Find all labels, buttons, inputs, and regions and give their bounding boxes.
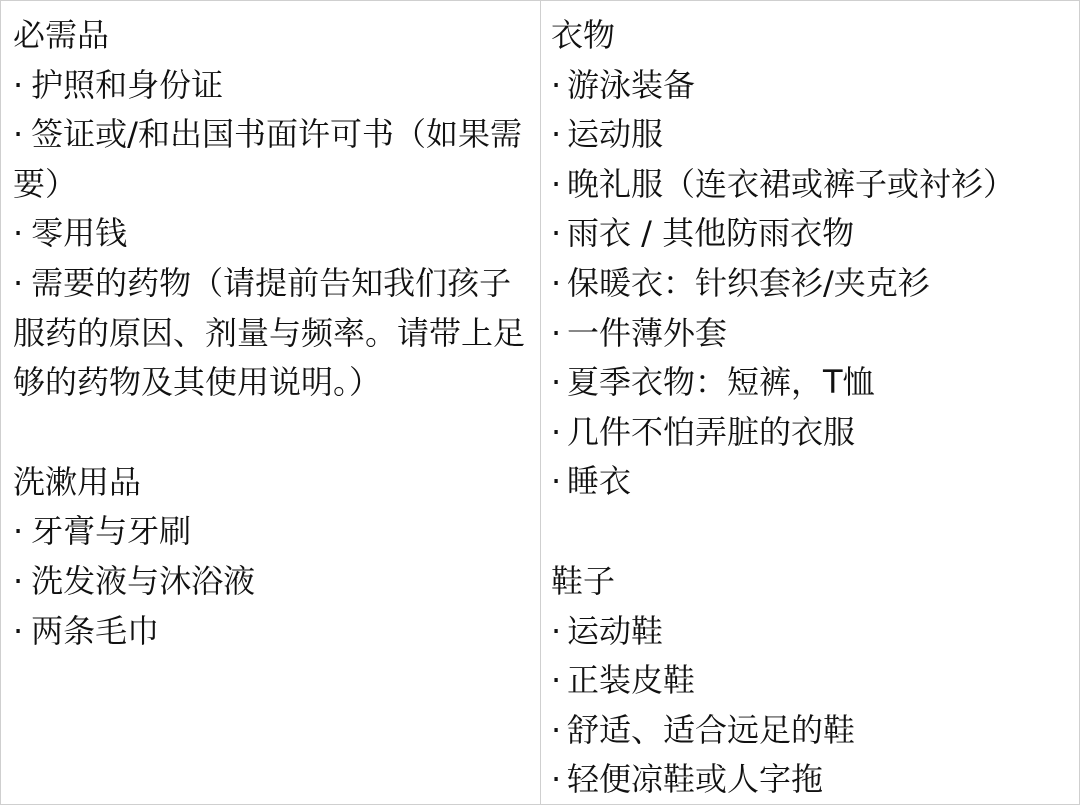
clothing-item	[551, 110, 1067, 160]
clothing-section	[551, 11, 1067, 507]
clothing-item	[551, 259, 1067, 309]
bullet-icon: ·	[551, 661, 562, 700]
clothing-item	[551, 160, 1067, 210]
clothing-item	[551, 358, 1067, 408]
essentials-item	[13, 209, 526, 259]
item-text: 两条毛巾	[31, 611, 160, 650]
bullet-icon: ·	[551, 710, 562, 749]
bullet-icon: ·	[551, 115, 562, 154]
shoes-item	[551, 755, 1067, 804]
toiletries-section	[13, 458, 526, 656]
bullet-icon: ·	[551, 363, 562, 402]
essentials-heading: 必需品	[13, 16, 110, 54]
bullet-icon: ·	[551, 760, 562, 799]
shoes-item	[551, 656, 1067, 706]
bullet-icon: ·	[13, 561, 24, 600]
clothing-heading: 衣物	[551, 16, 616, 54]
item-text: 轻便凉鞋或人字拖	[567, 760, 824, 799]
clothing-item	[551, 61, 1067, 111]
toiletries-heading: 洗漱用品	[13, 462, 142, 501]
item-text: 牙膏与牙刷	[31, 512, 192, 551]
bullet-icon: ·	[13, 214, 24, 253]
shoes-item	[551, 706, 1067, 756]
clothing-item	[551, 457, 1067, 507]
bullet-icon: ·	[551, 611, 562, 650]
item-text: 游泳装备	[567, 65, 696, 104]
bullet-icon: ·	[551, 263, 562, 302]
bullet-icon: ·	[13, 263, 24, 302]
item-text: 签证或/和出国书面许可书（如果需要）	[13, 115, 522, 203]
left-column	[1, 1, 541, 804]
item-text: 几件不怕弄脏的衣服	[567, 412, 856, 451]
item-text: 洗发液与沐浴液	[31, 561, 256, 600]
bullet-icon: ·	[551, 313, 562, 352]
toiletries-item	[13, 607, 526, 657]
item-text: 保暖衣：针织套衫/夹克衫	[567, 263, 930, 302]
item-text: 零用钱	[31, 214, 128, 253]
shoes-item	[551, 607, 1067, 657]
item-text: 需要的药物（请提前告知我们孩子服药的原因、剂量与频率。请带上足够的药物及其使用说明。）	[13, 263, 526, 402]
essentials-item	[13, 259, 526, 408]
toiletries-item	[13, 557, 526, 607]
bullet-icon: ·	[13, 65, 24, 104]
clothing-item	[551, 408, 1067, 458]
clothing-item	[551, 309, 1067, 359]
shoes-heading: 鞋子	[551, 561, 616, 600]
item-text: 护照和身份证	[31, 65, 224, 104]
bullet-icon: ·	[551, 214, 562, 253]
essentials-item	[13, 110, 526, 209]
item-text: 运动服	[567, 115, 664, 154]
bullet-icon: ·	[13, 512, 24, 551]
item-text: 雨衣 / 其他防雨衣物	[567, 214, 855, 253]
essentials-section	[13, 11, 526, 408]
item-text: 睡衣	[567, 462, 632, 501]
toiletries-item	[13, 507, 526, 557]
bullet-icon: ·	[13, 611, 24, 650]
item-text: 一件薄外套	[567, 313, 728, 352]
item-text: 晚礼服（连衣裙或裤子或衬衫）	[567, 164, 1016, 203]
bullet-icon: ·	[551, 462, 562, 501]
item-text: 运动鞋	[567, 611, 664, 650]
bullet-icon: ·	[13, 115, 24, 154]
item-text: 正装皮鞋	[567, 661, 696, 700]
right-column	[541, 1, 1079, 804]
item-text: 夏季衣物：短裤，T恤	[567, 363, 875, 402]
bullet-icon: ·	[551, 412, 562, 451]
shoes-section	[551, 557, 1067, 804]
clothing-item	[551, 209, 1067, 259]
bullet-icon: ·	[551, 164, 562, 203]
essentials-item	[13, 61, 526, 111]
bullet-icon: ·	[551, 65, 562, 104]
item-text: 舒适、适合远足的鞋	[567, 710, 856, 749]
